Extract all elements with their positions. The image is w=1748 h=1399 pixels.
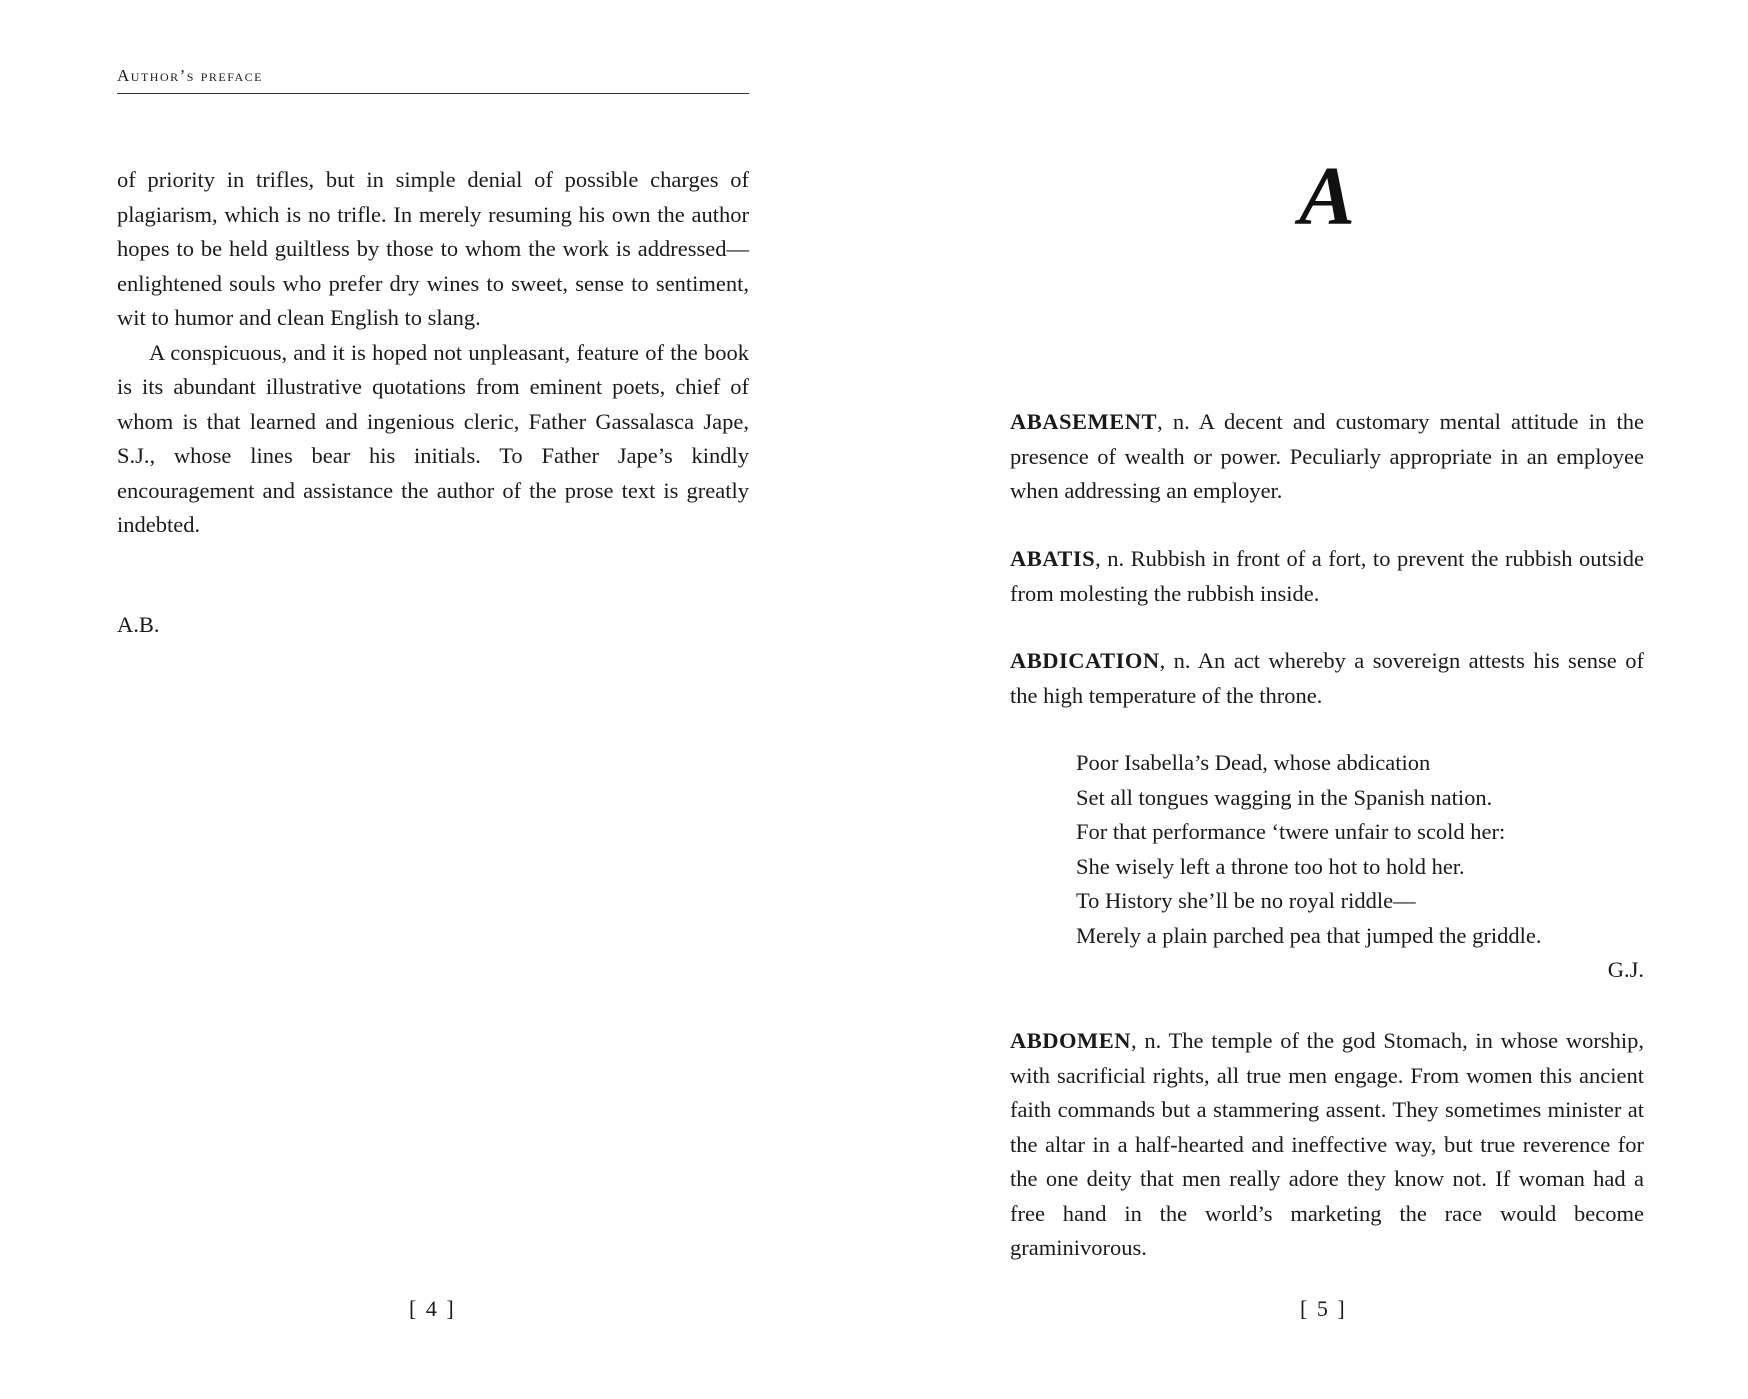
verse-line: Merely a plain parched pea that jumped the griddle. [1076, 922, 1542, 948]
verse-line: Poor Isabella’s Dead, whose abdication [1076, 750, 1431, 775]
header-rule [117, 93, 749, 94]
entry-definition: , n. A decent and customary mental attitude in the presence of wealth or power. Peculiarly appropriate in an employee when addressing an employer. [1010, 409, 1644, 503]
left-page [117, 0, 749, 1399]
dictionary-entry [1010, 644, 1644, 713]
entry-headword: ABASEMENT [1010, 409, 1158, 434]
dictionary-entry [1010, 405, 1644, 509]
entry-definition: , n. An act whereby a sovereign attests his sense of the high temperature of the throne. [1010, 648, 1644, 708]
preface-paragraph: of priority in trifles, but in simple denial of possible charges of plagiarism, which is no trifle. In merely resuming his own the author hopes to be held guiltless by those to whom the work is addressed—enlightened souls who prefer dry wines to sweet, sense to sentiment, wit to humor and clean English to slang. [117, 167, 749, 330]
verse-line: For that performance ‘twere unfair to scold her: [1076, 819, 1506, 844]
running-head: Author’s preface [117, 66, 263, 85]
verse-line: Set all tongues wagging in the Spanish nation. [1076, 784, 1493, 810]
dictionary-entry [1010, 1024, 1644, 1266]
entry-headword: ABDICATION [1010, 648, 1160, 673]
verse-quotation [1076, 746, 1644, 988]
page-number: [ 5 ] [1300, 1296, 1347, 1321]
entry-headword: ABDOMEN [1010, 1028, 1131, 1053]
section-letter: A [1298, 150, 1356, 243]
entry-headword: ABATIS [1010, 546, 1096, 571]
entry-definition: , n. Rubbish in front of a fort, to prevent the rubbish outside from molesting the rubbish inside. [1010, 546, 1644, 606]
verse-line: To History she’ll be no royal riddle— [1076, 888, 1416, 913]
author-signoff: A.B. [117, 612, 160, 637]
right-page [1010, 0, 1644, 1399]
page-number: [ 4 ] [409, 1296, 456, 1321]
dictionary-entry [1010, 542, 1644, 611]
preface-body [117, 163, 749, 543]
verse-attribution: G.J. [1607, 957, 1644, 982]
verse-line: She wisely left a throne too hot to hold her. [1076, 853, 1465, 879]
preface-paragraph: A conspicuous, and it is hoped not unpleasant, feature of the book is its abundant illustrative quotations from eminent poets, chief of whom is that learned and ingenious cleric, Father Gassalasca Jape, S.J., whose lines bear his initials. To Father Jape’s kindly encouragement and assistance the author of the prose text is greatly indebted. [117, 339, 749, 537]
entry-definition: , n. The temple of the god Stomach, in whose worship, with sacrificial rights, all true men engage. From women this ancient faith commands but a stammering assent. They sometimes minister at the altar in a half-hearted and ineffective way, but true reverence for the one deity that men really adore they know not. If woman had a free hand in the world’s marketing the race would become graminivorous. [1010, 1028, 1644, 1260]
